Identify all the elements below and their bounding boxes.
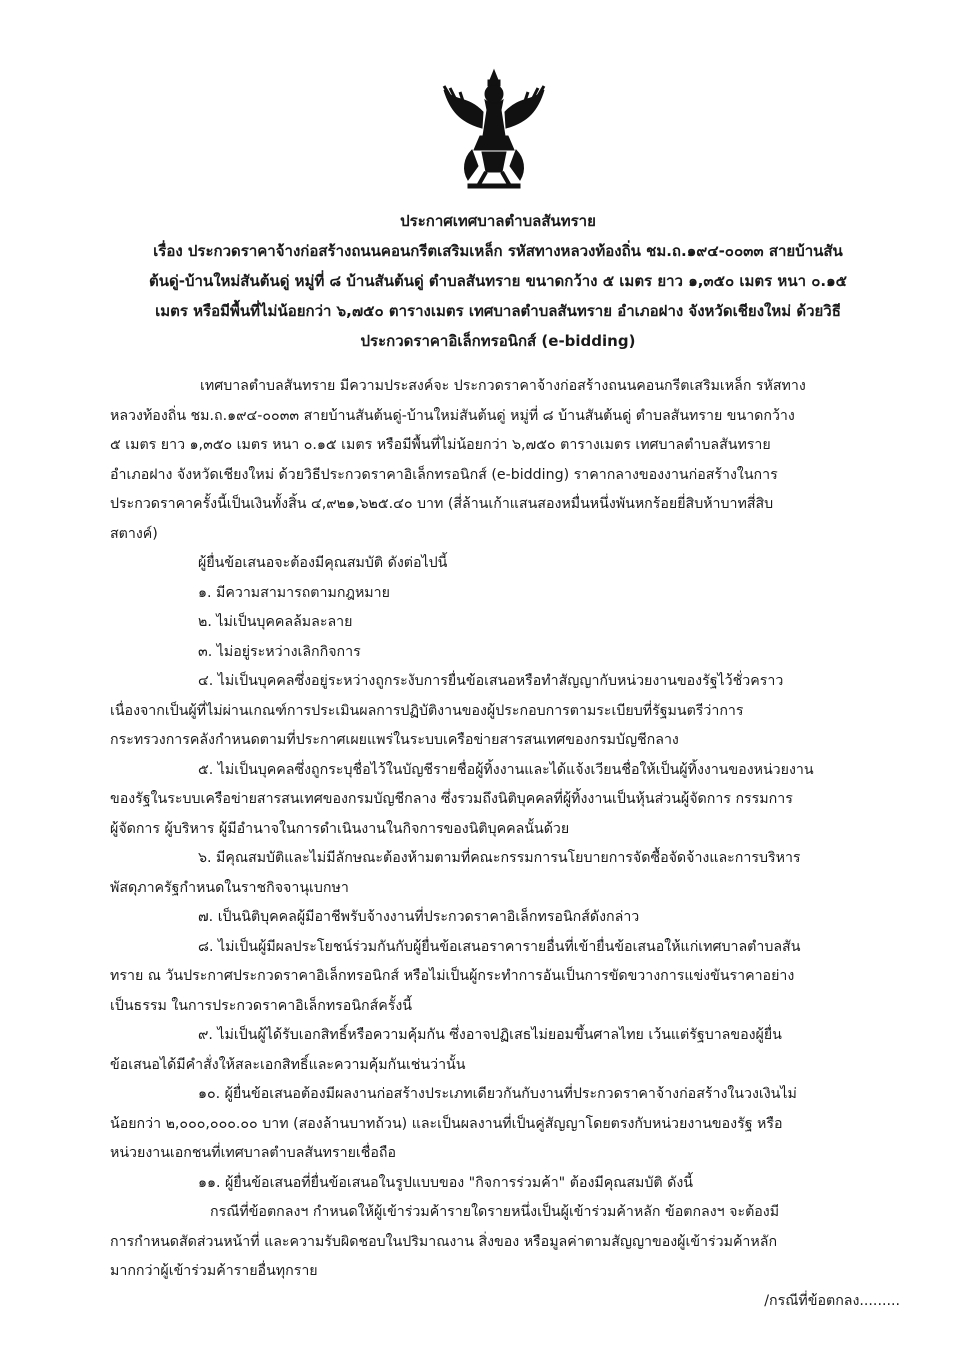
text-line: ๗. เป็นนิติบุคคลผู้มีอาชีพรับจ้างงานที่ประกวดราคาอิเล็กทรอนิกส์ดังกล่าว — [198, 909, 640, 925]
intro-paragraph — [110, 372, 900, 549]
text-line: ๕. ไม่เป็นบุคคลซึ่งถูกระบุชื่อไว้ในบัญชีรายชื่อผู้ทิ้งงานและได้แจ้งเวียนชื่อให้เป็นผู้ทิ้งงานของหน่วยงาน — [198, 761, 814, 778]
subject-line: เรื่อง ประกวดราคาจ้างก่อสร้างถนนคอนกรีตเสริมเหล็ก รหัสทางหลวงท้องถิ่น ชม.ถ.๑๙๔-๐๐๓๓ สายบ้านสัน — [153, 242, 843, 260]
text-line: ๘. ไม่เป็นผู้มีผลประโยชน์ร่วมกันกับผู้ยื่นข้อเสนอราคารายอื่นที่เข้ายื่นข้อเสนอให้แก่เทศบาลตำบลสัน — [198, 938, 801, 955]
qualifications-intro: ผู้ยื่นข้อเสนอจะต้องมีคุณสมบัติ ดังต่อไปนี้ — [198, 555, 448, 571]
qualification-item — [110, 1169, 900, 1199]
qualification-item — [110, 608, 900, 638]
text-line: ๑๑. ผู้ยื่นข้อเสนอที่ยื่นข้อเสนอในรูปแบบของ "กิจการร่วมค้า" ต้องมีคุณสมบัติ ดังนี้ — [198, 1174, 693, 1191]
text-line: ๑. มีความสามารถตามกฎหมาย — [198, 584, 390, 601]
garuda-emblem — [438, 66, 550, 194]
text-line: ๑๐. ผู้ยื่นข้อเสนอต้องมีผลงานก่อสร้างประเภทเดียวกันกับงานที่ประกวดราคาจ้างก่อสร้างในวงเงินไม่ — [198, 1086, 797, 1102]
text-line: พัสดุภาครัฐกำหนดในราชกิจจานุเบกษา — [110, 879, 349, 896]
qualification-item — [110, 1080, 900, 1169]
qualification-item — [110, 579, 900, 609]
announcement-body — [110, 372, 900, 1287]
text-line: ๕ เมตร ยาว ๑,๓๕๐ เมตร หนา ๐.๑๕ เมตร หรือมีพื้นที่ไม่น้อยกว่า ๖,๗๕๐ ตารางเมตร เทศบาลตำบลสันทราย — [110, 437, 771, 453]
text-line: กระทรวงการคลังกำหนดตามที่ประกาศเผยแพร่ในระบบเครือข่ายสารสนเทศของกรมบัญชีกลาง — [110, 732, 679, 748]
text-line: ผู้จัดการ ผู้บริหาร ผู้มีอำนาจในการดำเนินงานในกิจการของนิติบุคคลนั้นด้วย — [110, 820, 570, 837]
text-line: มากกว่าผู้เข้าร่วมค้ารายอื่นทุกราย — [110, 1263, 318, 1279]
subject-line: ประกวดราคาอิเล็กทรอนิกส์ (e-bidding) — [360, 332, 636, 350]
text-line: ของรัฐในระบบเครือข่ายสารสนเทศของกรมบัญชีกลาง ซึ่งรวมถึงนิติบุคคลที่ผู้ทิ้งงานเป็นหุ้นส่วนผู้จัดการ กรรมการ — [110, 791, 793, 807]
text-line: การกำหนดสัดส่วนหน้าที่ และความรับผิดชอบในปริมาณงาน สิ่งของ หรือมูลค่าตามสัญญาของผู้เข้าร่วมค้าหลัก — [110, 1233, 778, 1250]
qualification-item — [110, 903, 900, 933]
text-line: หลวงท้องถิ่น ชม.ถ.๑๙๔-๐๐๓๓ สายบ้านสันต้นดู่-บ้านใหม่สันต้นดู่ หมู่ที่ ๘ บ้านสันต้นดู่ ตำบลสันทราย ขนาดกว้าง — [110, 407, 795, 424]
qualification-item — [110, 667, 900, 756]
text-line: ประกวดราคาครั้งนี้เป็นเงินทั้งสิ้น ๔,๙๒๑,๖๒๕.๔๐ บาท (สี่ล้านเก้าแสนสองหมื่นหนึ่งพันหกร้อยยี่สิบห้าบาทสี่สิบ — [110, 496, 774, 512]
text-line: ๓. ไม่อยู่ระหว่างเลิกกิจการ — [198, 643, 361, 660]
text-line: เทศบาลตำบลสันทราย มีความประสงค์จะ ประกวดราคาจ้างก่อสร้างถนนคอนกรีตเสริมเหล็ก รหัสทาง — [200, 378, 806, 394]
subject-line: เมตร หรือมีพื้นที่ไม่น้อยกว่า ๖,๗๕๐ ตารางเมตร เทศบาลตำบลสันทราย อำเภอฝาง จังหวัดเชียงใหม่ ด้วยวิธี — [155, 302, 841, 320]
text-line: ๔. ไม่เป็นบุคคลซึ่งอยู่ระหว่างถูกระงับการยื่นข้อเสนอหรือทำสัญญากับหน่วยงานของรัฐไว้ชั่วคราว — [198, 673, 784, 689]
text-line: กรณีที่ข้อตกลงฯ กำหนดให้ผู้เข้าร่วมค้ารายใดรายหนึ่งเป็นผู้เข้าร่วมค้าหลัก ข้อตกลงฯ จะต้องมี — [210, 1204, 780, 1220]
qualification-item — [110, 638, 900, 668]
text-line: ข้อเสนอได้มีคำสั่งให้สละเอกสิทธิ์และความคุ้มกันเช่นว่านั้น — [110, 1056, 466, 1073]
text-line: สตางค์) — [110, 525, 158, 542]
qualification-item — [110, 756, 900, 845]
text-line: ๖. มีคุณสมบัติและไม่มีลักษณะต้องห้ามตามที่คณะกรรมการนโยบายการจัดซื้อจัดจ้างและการบริหาร — [198, 850, 801, 866]
qualification-item — [110, 933, 900, 1022]
text-line: หน่วยงานเอกชนที่เทศบาลตำบลสันทรายเชื่อถือ — [110, 1145, 397, 1161]
qualification-item — [110, 1021, 900, 1080]
text-line: ๙. ไม่เป็นผู้ได้รับเอกสิทธิ์หรือความคุ้มกัน ซึ่งอาจปฏิเสธไม่ยอมขึ้นศาลไทย เว้นแต่รัฐบาลของผู้ยื่น — [198, 1027, 782, 1043]
text-line: น้อยกว่า ๒,๐๐๐,๐๐๐.๐๐ บาท (สองล้านบาทถ้วน) และเป็นผลงานที่เป็นคู่สัญญาโดยตรงกับหน่วยงานของรัฐ หรือ — [110, 1115, 783, 1132]
continuation-note: /กรณีที่ข้อตกลง......... — [764, 1293, 900, 1309]
text-line: เนื่องจากเป็นผู้ที่ไม่ผ่านเกณฑ์การประเมินผลการปฏิบัติงานของผู้ประกอบการตามระเบียบที่รัฐมนตรีว่าการ — [110, 702, 744, 719]
announcement-heading — [108, 206, 888, 356]
text-line: เป็นธรรม ในการประกวดราคาอิเล็กทรอนิกส์ครั้งนี้ — [110, 997, 413, 1014]
qualification-item — [110, 844, 900, 903]
joint-venture-clause — [110, 1198, 900, 1287]
text-line: ๒. ไม่เป็นบุคคลล้มละลาย — [198, 614, 353, 630]
text-line: ทราย ณ วันประกาศประกวดราคาอิเล็กทรอนิกส์ หรือไม่เป็นผู้กระทำการอันเป็นการขัดขวางการแข่งขันราคาอย่าง — [110, 968, 795, 984]
text-line: อำเภอฝาง จังหวัดเชียงใหม่ ด้วยวิธีประกวดราคาอิเล็กทรอนิกส์ (e-bidding) ราคากลางของงานก่อสร้างในการ — [110, 466, 778, 483]
announcement-title: ประกาศเทศบาลตำบลสันทราย — [400, 212, 596, 230]
subject-line: ต้นดู่-บ้านใหม่สันต้นดู่ หมู่ที่ ๘ บ้านสันต้นดู่ ตำบลสันทราย ขนาดกว้าง ๕ เมตร ยาว ๑,๓๕๐ เมตร หนา ๐.๑๕ — [149, 272, 847, 290]
